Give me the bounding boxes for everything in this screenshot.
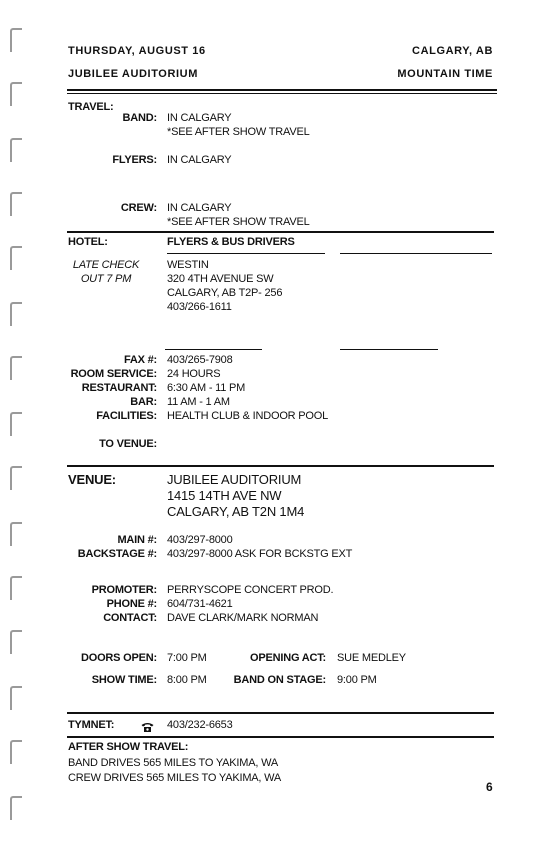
doors-open-value: 7:00 PM: [167, 652, 207, 664]
crew-label: CREW:: [120, 202, 157, 214]
hotel-blank-rule: [340, 253, 492, 254]
venue-address2: CALGARY, AB T2N 1M4: [167, 504, 305, 519]
hotel-heading-rule: [167, 253, 325, 254]
binder-tab: [10, 740, 22, 764]
binder-tab: [10, 246, 22, 270]
tymnet-value: 403/232-6653: [167, 719, 233, 731]
bar-label: BAR:: [130, 396, 157, 408]
hotel-heading: FLYERS & BUS DRIVERS: [167, 236, 295, 248]
binder-tab: [10, 796, 22, 820]
room-service-label: ROOM SERVICE:: [70, 368, 157, 380]
hotel-address1: 320 4TH AVENUE SW: [167, 273, 274, 285]
late-checkout-time: OUT 7 PM: [80, 273, 132, 285]
band-note: *SEE AFTER SHOW TRAVEL: [167, 126, 310, 138]
header-date: THURSDAY, AUGUST 16: [68, 45, 206, 57]
hotel-name: WESTIN: [167, 259, 209, 271]
band-on-stage-label: BAND ON STAGE:: [233, 674, 326, 686]
restaurant-value: 6:30 AM - 11 PM: [167, 382, 246, 394]
binder-tab: [10, 356, 22, 380]
show-time-label: SHOW TIME:: [91, 674, 157, 686]
late-checkout-note: LATE CHECK: [72, 259, 140, 271]
opening-act-label: OPENING ACT:: [249, 652, 326, 664]
contact-label: CONTACT:: [103, 612, 157, 624]
crew-value: IN CALGARY: [167, 202, 232, 214]
to-venue-label: TO VENUE:: [99, 438, 157, 450]
facilities-value: HEALTH CLUB & INDOOR POOL: [167, 410, 329, 422]
binder-tab: [10, 686, 22, 710]
band-value: IN CALGARY: [167, 112, 232, 124]
venue-name: JUBILEE AUDITORIUM: [167, 472, 302, 487]
header-city: CALGARY, AB: [412, 45, 493, 57]
doors-open-label: DOORS OPEN:: [80, 652, 157, 664]
fax-value: 403/265-7908: [167, 354, 233, 366]
after-show-crew: CREW DRIVES 565 MILES TO YAKIMA, WA: [68, 772, 282, 784]
binder-tab: [10, 28, 22, 52]
header-venue-name: JUBILEE AUDITORIUM: [68, 68, 198, 80]
binder-tab: [10, 466, 22, 490]
tymnet-label: TYMNET:: [68, 719, 115, 731]
promoter-label: PROMOTER:: [91, 584, 157, 596]
header-rule: [67, 89, 497, 91]
contact-value: DAVE CLARK/MARK NORMAN: [167, 612, 319, 624]
binder-tab: [10, 138, 22, 162]
binder-tab: [10, 630, 22, 654]
section-rule: [67, 712, 494, 714]
facilities-label: FACILITIES:: [96, 410, 157, 422]
binder-tab: [10, 576, 22, 600]
header-timezone: MOUNTAIN TIME: [397, 68, 493, 80]
travel-title: TRAVEL:: [68, 101, 114, 113]
binder-tab: [10, 82, 22, 106]
after-show-band: BAND DRIVES 565 MILES TO YAKIMA, WA: [68, 757, 279, 769]
section-rule: [67, 736, 494, 738]
after-show-title: AFTER SHOW TRAVEL:: [68, 741, 189, 753]
section-rule: [67, 231, 494, 233]
header-rule-thin: [67, 93, 497, 94]
show-time-value: 8:00 PM: [167, 674, 207, 686]
binder-tab: [10, 412, 22, 436]
hotel-blank-rule: [165, 349, 262, 350]
promoter-phone-value: 604/731-4621: [167, 598, 233, 610]
restaurant-label: RESTAURANT:: [81, 382, 157, 394]
opening-act-value: SUE MEDLEY: [337, 652, 406, 664]
hotel-title: HOTEL:: [68, 236, 108, 248]
main-phone-value: 403/297-8000: [167, 534, 233, 546]
hotel-blank-rule: [340, 349, 438, 350]
flyers-value: IN CALGARY: [167, 154, 232, 166]
promoter-phone-label: PHONE #:: [106, 598, 157, 610]
backstage-phone-label: BACKSTAGE #:: [77, 548, 157, 560]
band-label: BAND:: [122, 112, 157, 124]
section-rule: [67, 465, 494, 467]
bar-value: 11 AM - 1 AM: [167, 396, 230, 408]
backstage-phone-value: 403/297-8000 ASK FOR BCKSTG EXT: [167, 548, 353, 560]
venue-title: VENUE:: [68, 472, 116, 487]
fax-label: FAX #:: [123, 354, 157, 366]
binder-tab: [10, 522, 22, 546]
binder-tab: [10, 302, 22, 326]
page-number: 6: [486, 780, 493, 794]
band-on-stage-value: 9:00 PM: [337, 674, 377, 686]
promoter-value: PERRYSCOPE CONCERT PROD.: [167, 584, 334, 596]
binder-tab: [10, 192, 22, 216]
flyers-label: FLYERS:: [112, 154, 157, 166]
crew-note: *SEE AFTER SHOW TRAVEL: [167, 216, 310, 228]
hotel-phone: 403/266-1611: [167, 301, 232, 313]
hotel-address2: CALGARY, AB T2P- 256: [167, 287, 283, 299]
room-service-value: 24 HOURS: [167, 368, 221, 380]
venue-address1: 1415 14TH AVE NW: [167, 488, 282, 503]
main-phone-label: MAIN #:: [117, 534, 157, 546]
